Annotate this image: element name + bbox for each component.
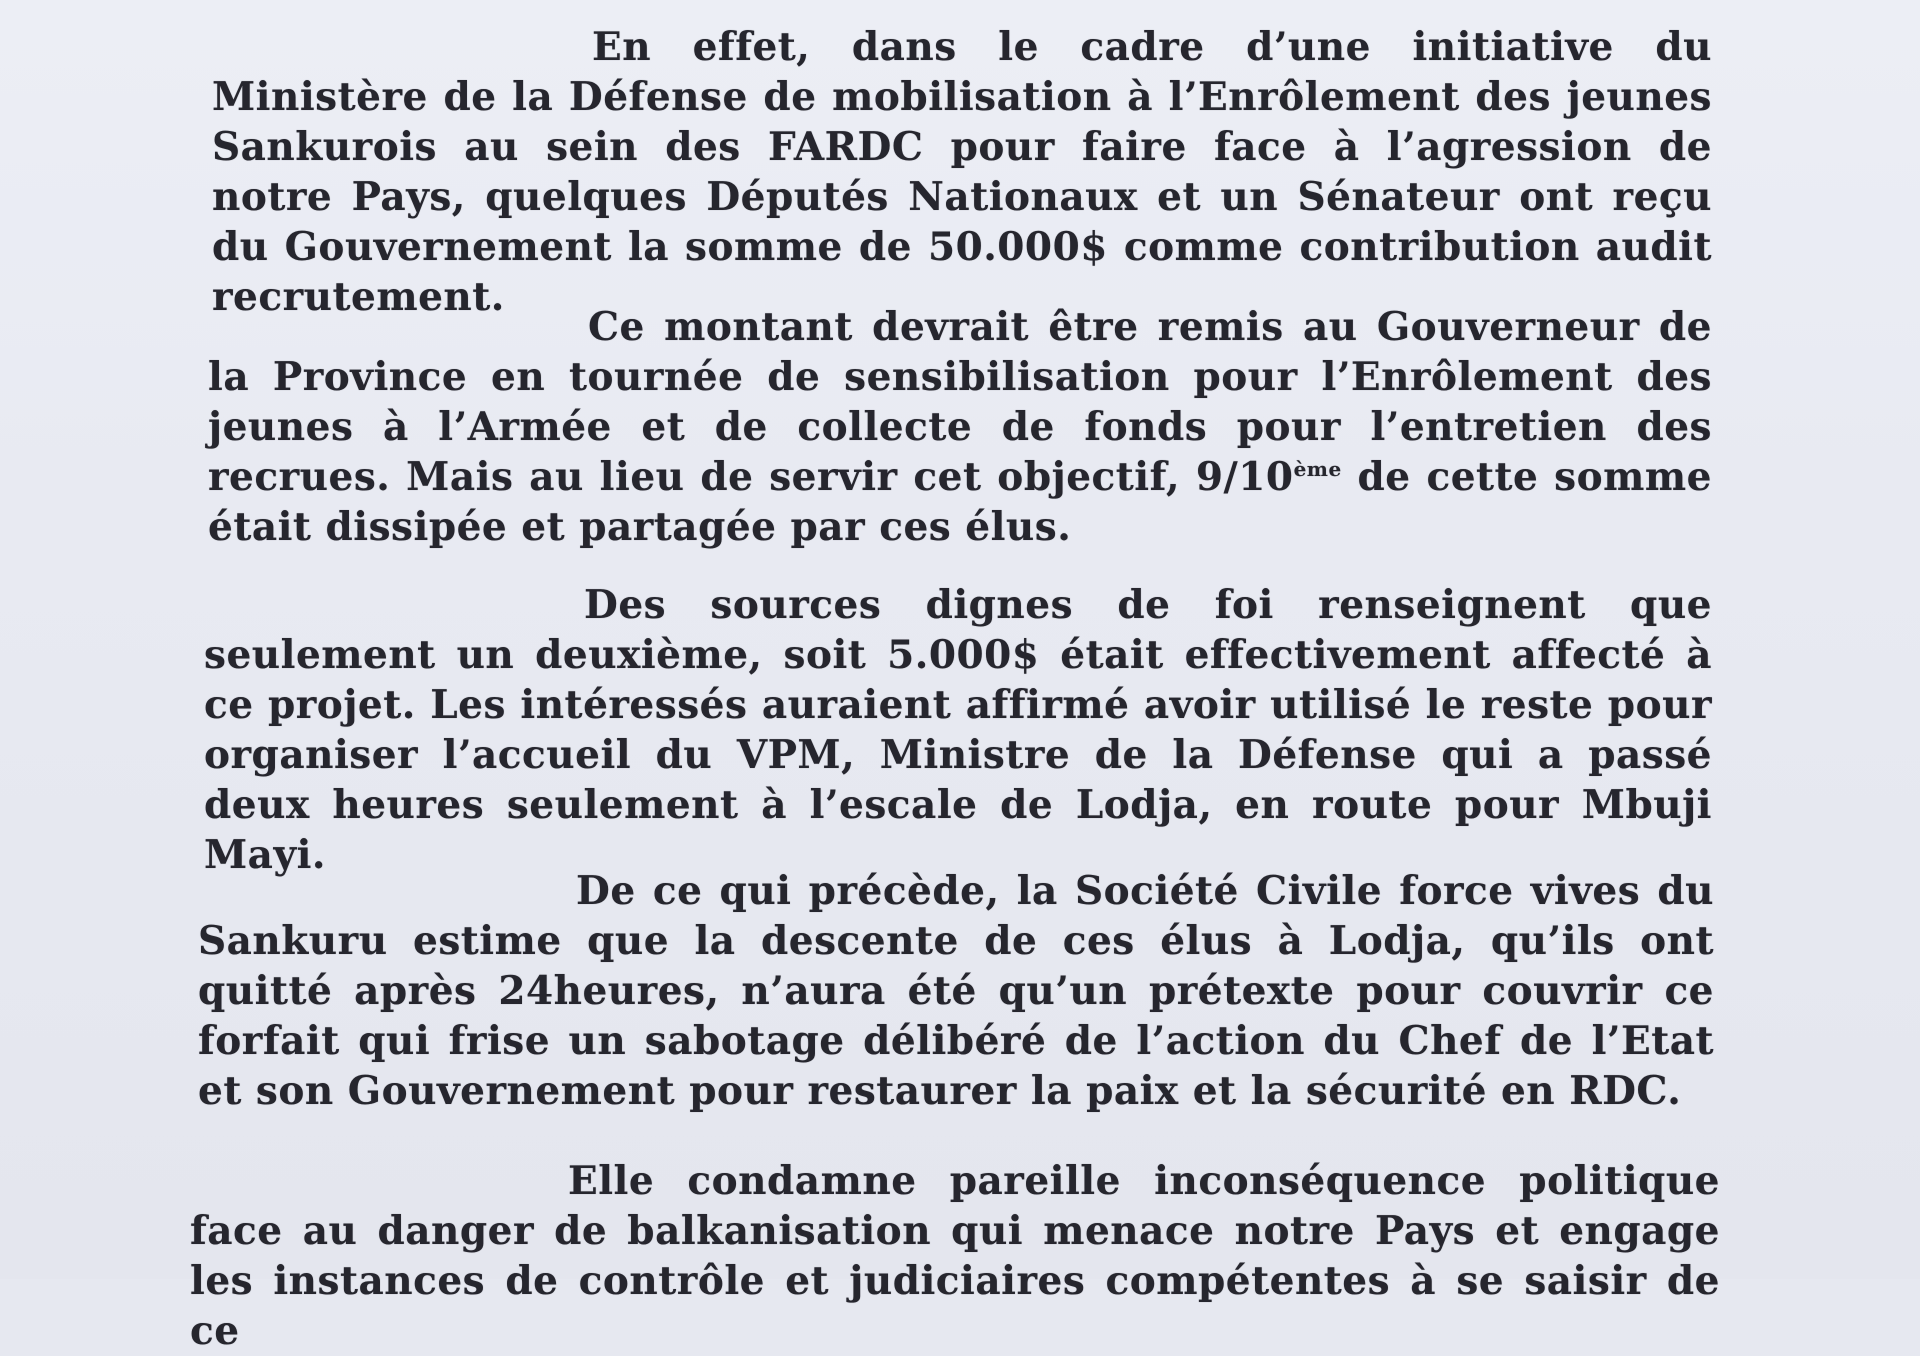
paragraph-2-text-after: de cette somme était dissipée et partagée par ces élus. — [208, 454, 1712, 550]
paragraph-2 — [208, 302, 1712, 552]
paragraph-4: De ce qui précède, la Société Civile force vives du Sankuru estime que la descente de ces élus à Lodja, qu’ils ont quitté après 24heures, n’aura été qu’un prétexte pour couvrir ce forfait qui frise un sabotage délibéré de l’action du Chef de l’Etat et son Gouvernement pour restaurer la paix et la sécurité en RDC. — [198, 868, 1714, 1114]
paragraph-2-superscript: ème — [1293, 457, 1342, 481]
paragraph-1: En effet, dans le cadre d’une initiative du Ministère de la Défense de mobilisation à l’Enrôlement des jeunes Sankurois au sein des FARDC pour faire face à l’agression de notre Pays, quelques Députés Nationaux et un Sénateur ont reçu du Gouvernement la somme de 50.000$ comme contribution audit recrutement. — [212, 24, 1712, 320]
paragraph-2-text-before: Ce montant devrait être remis au Gouverneur de la Province en tournée de sensibilisation pour l’Enrôlement des jeunes à l’Armée et de collecte de fonds pour l’entretien des recrues. Mais au lieu de servir cet objectif, 9/10 — [208, 304, 1712, 500]
paragraph-5: Elle condamne pareille inconséquence politique face au danger de balkanisation qui menace notre Pays et engage les instances de contrôle et judiciaires compétentes à se saisir de ce — [190, 1158, 1720, 1354]
paragraph-3: Des sources dignes de foi renseignent que seulement un deuxième, soit 5.000$ était effectivement affecté à ce projet. Les intéressés auraient affirmé avoir utilisé le reste pour organiser l’accueil du VPM, Ministre de la Défense qui a passé deux heures seulement à l’escale de Lodja, en route pour Mbuji Mayi. — [204, 582, 1712, 878]
